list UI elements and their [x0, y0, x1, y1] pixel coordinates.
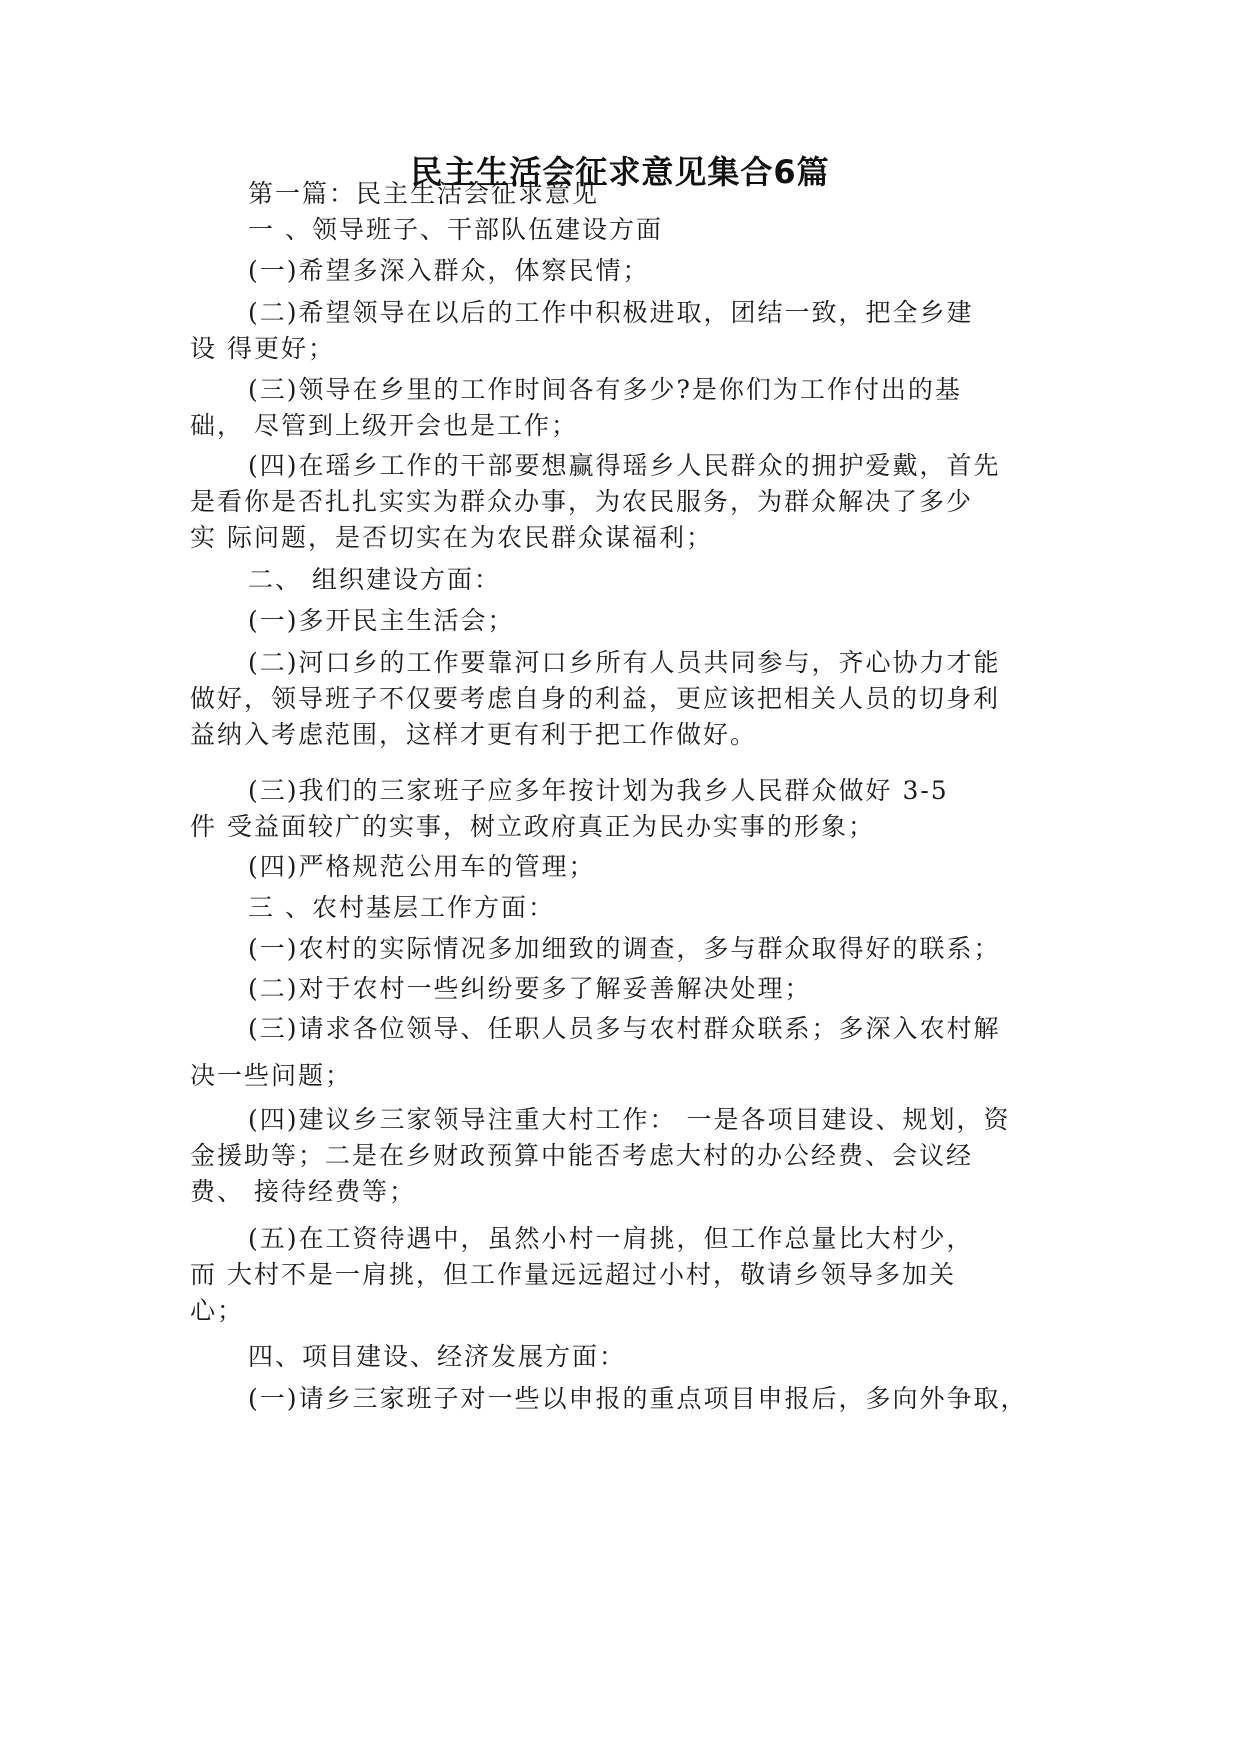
- paragraph-line: (一)多开民主生活会；: [248, 606, 515, 635]
- paragraph-line: (二)对于农村一些纠纷要多了解妥善解决处理；: [248, 974, 812, 1003]
- paragraph-line: 心；: [190, 1296, 245, 1325]
- paragraph-line: 决一些问题；: [190, 1061, 353, 1090]
- paragraph-line: (五)在工资待遇中，虽然小村一肩挑，但工作总量比大村少，: [248, 1224, 974, 1253]
- section-heading-leadership: 一 、领导班子、干部队伍建设方面: [248, 215, 663, 244]
- paragraph-line: (四)建议乡三家领导注重大村工作： 一是各项目建设、规划，资: [248, 1105, 1011, 1134]
- paragraph-line: (二)希望领导在以后的工作中积极进取，团结一致，把全乡建: [248, 298, 974, 327]
- paragraph-line: 金援助等；二是在乡财政预算中能否考虑大村的办公经费、会议经: [190, 1141, 974, 1170]
- document-title: 民主生活会征求意见集合6篇: [410, 153, 830, 191]
- paragraph-line: 设 得更好；: [190, 334, 335, 363]
- paragraph-line: (四)在瑶乡工作的干部要想赢得瑶乡人民群众的拥护爱戴，首先: [248, 451, 1001, 480]
- paragraph-line: (一)希望多深入群众，体察民情；: [248, 256, 650, 285]
- paragraph-line: (四)严格规范公用车的管理；: [248, 852, 596, 881]
- paragraph-line: (二)河口乡的工作要靠河口乡所有人员共同参与，齐心协力才能: [248, 648, 1001, 677]
- paragraph-line: 益纳入考虑范围，这样才更有利于把工作做好。: [190, 720, 758, 749]
- paragraph-line: 是看你是否扎扎实实为群众办事，为农民服务，为群众解决了多少: [190, 487, 974, 516]
- paragraph-line: (三)我们的三家班子应多年按计划为我乡人民群众做好 3-5: [248, 776, 949, 805]
- paragraph-line: (三)请求各位领导、任职人员多与农村群众联系；多深入农村解: [248, 1014, 1001, 1043]
- paragraph-line: 件 受益面较广的实事，树立政府真正为民办实事的形象；: [190, 812, 875, 841]
- section-heading-organization: 二、 组织建设方面：: [248, 565, 501, 594]
- paragraph-line: 础， 尽管到上级开会也是工作；: [190, 411, 578, 440]
- section-heading-projects: 四、项目建设、经济发展方面：: [248, 1342, 627, 1371]
- section-heading-rural: 三 、农村基层工作方面：: [248, 893, 555, 922]
- paragraph-line: 费、 接待经费等；: [190, 1177, 416, 1206]
- paragraph-line: 做好，领导班子不仅要考虑自身的利益，更应该把相关人员的切身利: [190, 684, 1001, 713]
- paragraph-line: (一)农村的实际情况多加细致的调查，多与群众取得好的联系；: [248, 934, 1001, 963]
- paragraph-line: (一)请乡三家班子对一些以申报的重点项目申报后，多向外争取，: [248, 1384, 1028, 1413]
- paragraph-line: 而 大村不是一肩挑，但工作量远远超过小村，敬请乡领导多加关: [190, 1260, 956, 1289]
- section-heading-part1: 第一篇：民主生活会征求意见: [248, 179, 600, 208]
- paragraph-line: 实 际问题，是否切实在为农民群众谋福利；: [190, 523, 713, 552]
- paragraph-line: (三)领导在乡里的工作时间各有多少?是你们为工作付出的基: [248, 375, 962, 404]
